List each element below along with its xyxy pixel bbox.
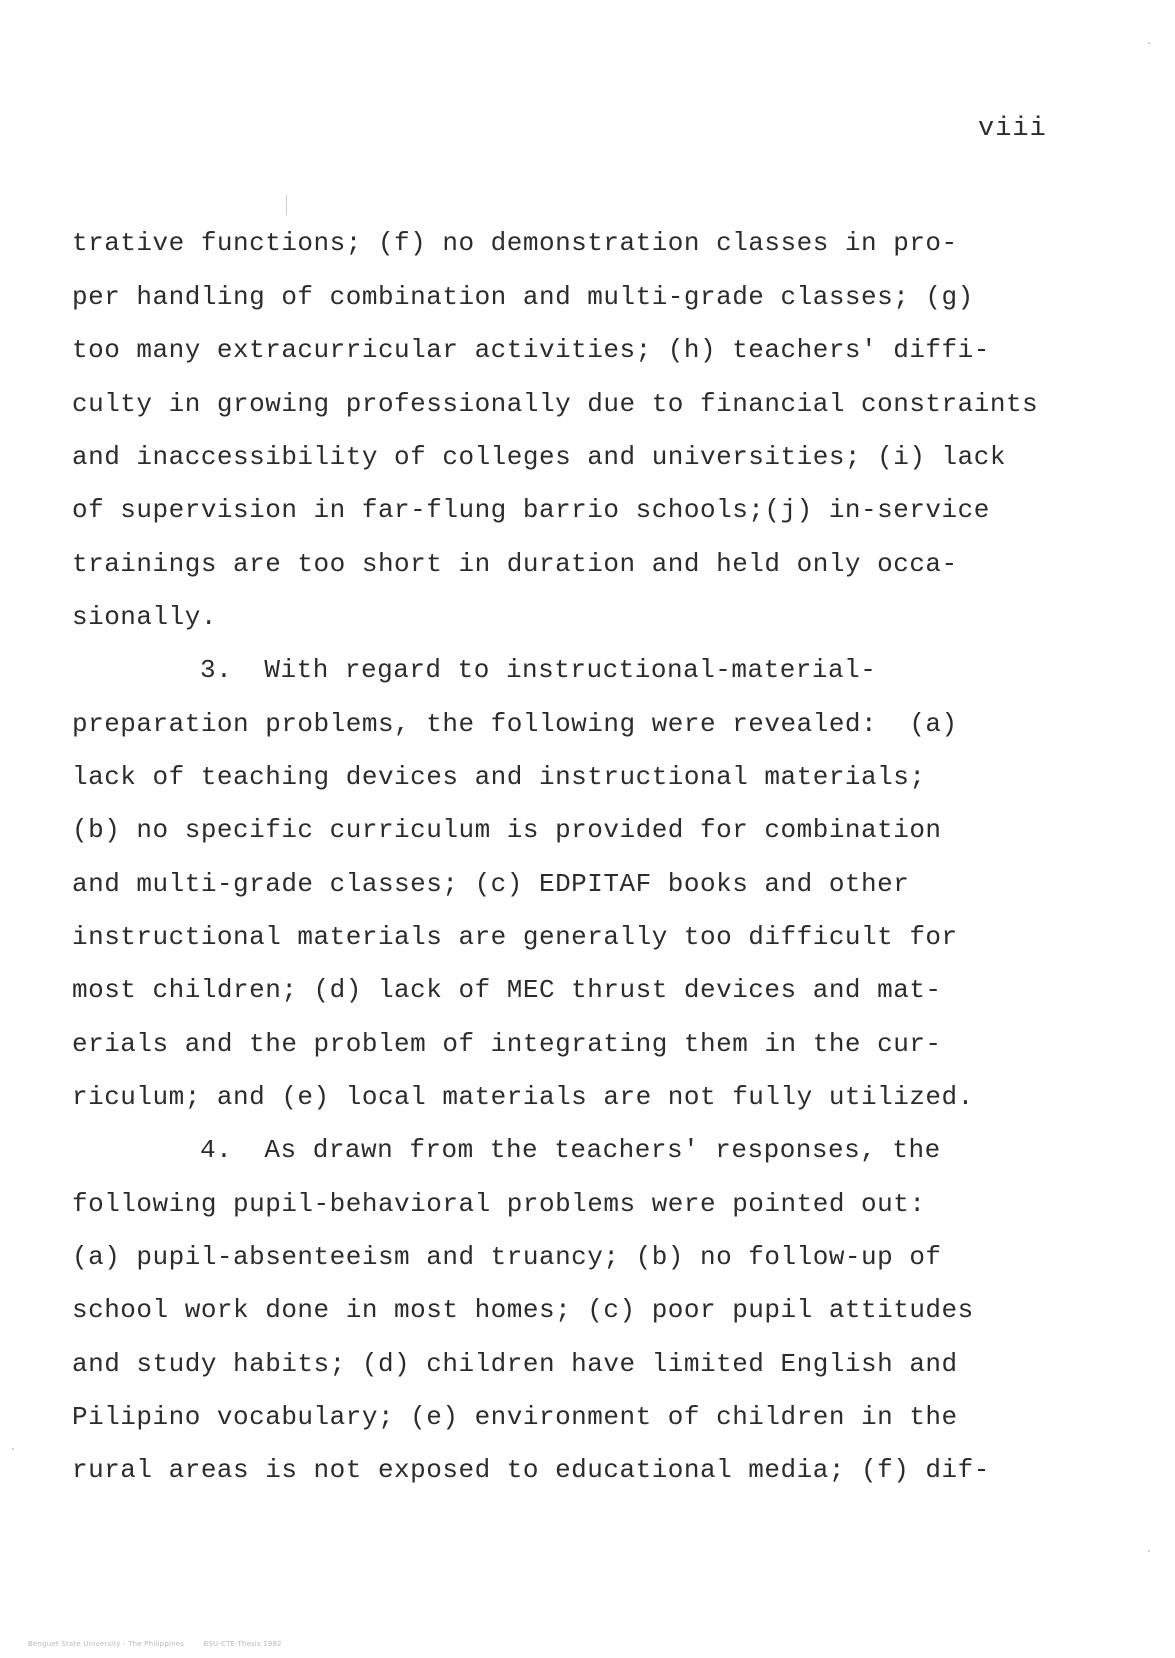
- text-line: (b) no specific curriculum is provided for combination: [72, 815, 942, 845]
- text-line: per handling of combination and multi-grade classes; (g): [72, 282, 974, 312]
- text-line: school work done in most homes; (c) poor pupil attitudes: [72, 1295, 974, 1325]
- scan-mark: [1148, 42, 1150, 44]
- text-line: trative functions; (f) no demonstration classes in pro-: [72, 228, 958, 258]
- scan-mark: [1148, 1550, 1150, 1552]
- text-line: most children; (d) lack of MEC thrust devices and mat-: [72, 975, 942, 1005]
- text-line: rural areas is not exposed to educational media; (f) dif-: [72, 1455, 990, 1485]
- text-line: and multi-grade classes; (c) EDPITAF books and other: [72, 869, 910, 899]
- text-line: lack of teaching devices and instructional materials;: [72, 762, 926, 792]
- text-line: of supervision in far-flung barrio schools;(j) in-service: [72, 495, 990, 525]
- scan-footer: Benguet State University - The Philippines BSU-CTE-Thesis 1982: [28, 1640, 282, 1648]
- text-line: riculum; and (e) local materials are not fully utilized.: [72, 1082, 974, 1112]
- scan-mark: [286, 195, 287, 215]
- scan-mark: [12, 1448, 14, 1450]
- text-line: Pilipino vocabulary; (e) environment of children in the: [72, 1402, 958, 1432]
- page-number: viii: [978, 114, 1047, 144]
- text-line: preparation problems, the following were revealed: (a): [72, 709, 958, 739]
- text-line: following pupil-behavioral problems were pointed out:: [72, 1189, 926, 1219]
- text-line: erials and the problem of integrating them in the cur-: [72, 1029, 942, 1059]
- text-line: sionally.: [72, 602, 217, 632]
- text-line: and study habits; (d) children have limited English and: [72, 1349, 958, 1379]
- text-line: and inaccessibility of colleges and universities; (i) lack: [72, 442, 1006, 472]
- text-line: culty in growing professionally due to financial constraints: [72, 389, 1039, 419]
- text-line: trainings are too short in duration and held only occa-: [72, 549, 958, 579]
- paragraph-start-line: 3. With regard to instructional-material-: [200, 655, 877, 685]
- text-line: too many extracurricular activities; (h) teachers' diffi-: [72, 335, 990, 365]
- paragraph-start-line: 4. As drawn from the teachers' responses, the: [200, 1135, 941, 1165]
- text-line: instructional materials are generally too difficult for: [72, 922, 958, 952]
- text-line: (a) pupil-absenteeism and truancy; (b) no follow-up of: [72, 1242, 942, 1272]
